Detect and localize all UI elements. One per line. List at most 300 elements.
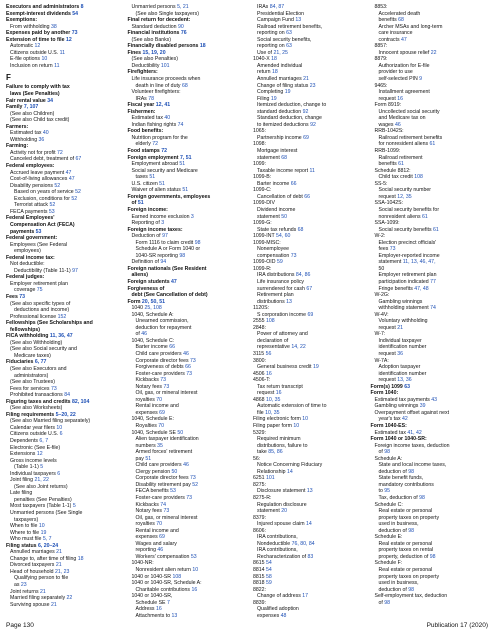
page-reference-link[interactable]: 39 (418, 403, 426, 410)
index-entry-text: withholding statement (378, 305, 429, 312)
page-reference-link[interactable]: 66 (302, 193, 311, 200)
page-reference-link[interactable]: 6 (58, 431, 63, 438)
index-entry-text: Deduction of (131, 233, 161, 240)
page-reference-link[interactable]: 19 (39, 529, 47, 536)
page-reference-link[interactable]: 74 (176, 121, 184, 128)
page-reference-link[interactable]: 66 (183, 364, 191, 371)
page-reference-link[interactable]: 11 (52, 62, 60, 69)
page-reference-link[interactable]: 98 (382, 599, 391, 606)
page-reference-link[interactable]: 53 (168, 488, 176, 495)
index-entry-text: used in business, (378, 521, 419, 528)
page-reference-link[interactable]: 6, 77 (33, 359, 47, 366)
page-reference-link[interactable]: 16 (190, 586, 198, 593)
index-entry-text: Exempt-interest dividends (6, 10, 71, 17)
page-reference-link[interactable]: 73 (158, 377, 167, 384)
page-reference-link[interactable]: 21 (38, 588, 46, 595)
page-reference-link[interactable]: 66 (167, 344, 176, 351)
index-entry-text: Election precinct officials' (378, 239, 437, 246)
index-entry-text: as (14, 582, 20, 589)
page-reference-link[interactable]: 73 (162, 383, 170, 390)
page-reference-link[interactable]: 41, 42 (405, 429, 422, 436)
index-entry-text: 1040-SR reporting (135, 252, 178, 259)
page-reference-link[interactable]: 73 (289, 252, 297, 259)
page-reference-link[interactable]: 21 (301, 76, 309, 83)
page-reference-link[interactable]: 47 (67, 176, 75, 183)
page-reference-link[interactable]: 36 (37, 136, 45, 143)
page-reference-link[interactable]: 12 (33, 43, 41, 50)
index-entry-text: Indian fishing rights (131, 121, 177, 128)
page-reference-link[interactable]: 101 (159, 62, 170, 69)
index-entry-text: Schedule A or Form 1040 or (135, 246, 201, 253)
index-entry-text: of (378, 599, 383, 606)
index-entry-text: Wages and salary (135, 540, 177, 547)
page-reference-link[interactable]: 63 (402, 383, 411, 390)
page-reference-link[interactable]: 16 (264, 370, 272, 377)
page-reference-link[interactable]: 14, 22 (289, 344, 306, 351)
index-entry-text: penalties (See Penalties) (14, 496, 72, 503)
index-entry-text: 1040-X (253, 56, 270, 63)
page-reference-link[interactable]: 52 (52, 182, 61, 189)
index-entry-text: Fellowships (See Scholarships and (6, 320, 93, 327)
page-reference-link[interactable]: 68 (279, 154, 287, 161)
page-reference-link[interactable]: 7 (165, 599, 170, 606)
index-entry-text: used in business, (378, 580, 419, 587)
index-entry-text: request (378, 193, 396, 200)
index-entry-text: Federal Employees' (6, 215, 55, 222)
page-reference-link[interactable]: 13, 36 (395, 377, 412, 384)
index-entry-text: 1040 or 1040-SR, (131, 593, 173, 600)
page-reference-link[interactable]: 50 (170, 468, 178, 475)
page-reference-link[interactable]: 70 (156, 423, 165, 429)
page-reference-link[interactable]: 19 (269, 95, 277, 102)
index-entry-text: taxpayers) (14, 516, 39, 523)
page-reference-link[interactable]: 54 (264, 560, 272, 567)
page-reference-link[interactable]: 25, 108 (143, 305, 162, 312)
index-entry-text: Recharacterization of (257, 553, 307, 560)
page-reference-link[interactable]: 95 (382, 488, 391, 495)
index-entry-text: Head of household (10, 568, 54, 575)
index-entry (249, 613, 367, 620)
index-entry-text: of (135, 331, 140, 338)
page-reference-link[interactable]: 50 (175, 429, 184, 436)
page-reference-link[interactable]: 98 (428, 553, 436, 560)
page-reference-link[interactable]: 84, 86 (294, 272, 311, 279)
page-reference-link[interactable]: 51 (143, 455, 152, 462)
page-reference-link[interactable]: 7, 51 (178, 154, 192, 161)
index-entry-text: Child tax credit (378, 174, 413, 181)
page-reference-link[interactable]: 13 (170, 612, 178, 619)
index-entry-text: Fair rental value (6, 97, 46, 104)
index-entry-text: S corporation income (257, 311, 307, 318)
page-reference-link[interactable]: 72 (159, 148, 167, 155)
page-reference-link[interactable]: 74 (158, 501, 167, 508)
page-reference-link[interactable]: 85, 86 (266, 449, 283, 456)
page-reference-link[interactable]: 21, 22 (33, 477, 49, 484)
index-entry-text: Power of attorney and (257, 331, 308, 338)
page-reference-link[interactable]: 97 (70, 267, 78, 274)
page-reference-link[interactable]: 78 (146, 95, 154, 102)
page-reference-link[interactable]: 73 (49, 385, 57, 392)
page-reference-link[interactable]: 10 (190, 567, 199, 574)
page-reference-link[interactable]: 15, 19, 20 (141, 49, 166, 56)
page-reference-link[interactable]: 108 (412, 174, 423, 181)
page-reference-link[interactable]: 84 (62, 392, 70, 399)
index-entry-text: property taxes on property (378, 514, 440, 521)
page-reference-link[interactable]: 13 (305, 488, 313, 495)
page-reference-link[interactable]: 63 (284, 43, 292, 50)
page-reference-link[interactable]: 22 (65, 595, 73, 602)
page-reference-link[interactable]: 51 (147, 174, 156, 181)
index-entry-text: Relationship (257, 468, 286, 475)
page-reference-link[interactable]: 11 (58, 49, 65, 56)
page-reference-link[interactable]: 73 (162, 508, 170, 515)
page-reference-link[interactable]: 17 (300, 593, 309, 600)
index-entry-text: Employees (See Federal (10, 241, 68, 248)
page-reference-link[interactable]: 52 (190, 481, 199, 488)
page-reference-link[interactable]: 98 (406, 586, 414, 593)
page-reference-link[interactable]: 73 (17, 293, 26, 300)
index-entry-text: 8822: (253, 586, 266, 593)
page-reference-link[interactable]: 40 (162, 115, 171, 122)
index-entry-text: 1040 or 1040-SR, Schedule A: (131, 580, 202, 587)
page-reference-link[interactable]: 10, 35 (264, 396, 281, 403)
page-reference-link[interactable]: 5, 21 (175, 4, 189, 10)
page-reference-link[interactable]: 70 (154, 521, 163, 528)
index-entry-text: 50 (378, 265, 385, 272)
index-entry-text: Oil, gas, or mineral interest (135, 390, 198, 397)
page-reference-link[interactable]: 98 (406, 468, 414, 475)
index-entry-text: administrators) (14, 372, 49, 379)
page-reference-link[interactable]: 56 (264, 350, 272, 357)
page-reference-link[interactable]: 7, 107 (22, 104, 39, 111)
page-reference-link[interactable]: 77 (428, 278, 436, 285)
page-reference-link[interactable]: 108 (171, 573, 182, 580)
page-reference-link[interactable]: 10 (54, 424, 63, 431)
page-reference-link[interactable]: 3 (189, 213, 194, 220)
index-entry-text: Social security benefits for (378, 206, 440, 213)
page-reference-link[interactable]: 18 (198, 43, 206, 50)
index-entry-text: Fiscal year (127, 102, 155, 109)
page-reference-link[interactable]: 75 (35, 287, 43, 294)
page-reference-link[interactable]: 94 (158, 259, 167, 266)
page-reference-link[interactable]: 54 (264, 567, 272, 574)
index-entry-text: Change to, after time of filing (10, 555, 77, 562)
page-reference-link[interactable]: 52 (48, 202, 56, 209)
page-reference-link[interactable]: 46 (139, 331, 148, 338)
index-entry-text: Qualifying person to file (14, 575, 69, 582)
index-entry-text: Joint filing (10, 477, 34, 484)
index-entry-text: Archer MSAs and long-term (378, 23, 443, 30)
page-reference-link[interactable]: 23 (19, 582, 27, 589)
page-reference-link[interactable]: 47 (64, 169, 72, 176)
page-reference-link[interactable]: 51 (136, 200, 144, 207)
index-entry-text: Barter income (135, 344, 168, 351)
page-reference-link[interactable]: 90 (176, 23, 184, 30)
index-entry-text: fees (378, 246, 389, 253)
page-reference-link[interactable]: 13 (293, 17, 302, 24)
page-reference-link[interactable]: 76 (179, 30, 187, 37)
page-reference-link[interactable]: 12, 41 (154, 102, 171, 109)
page-reference-link[interactable]: 51 (180, 187, 189, 194)
index-entry-text: Completing (257, 89, 284, 96)
page-reference-link[interactable]: 6, 20–24 (36, 542, 59, 549)
page-reference-link[interactable]: 18 (270, 69, 278, 76)
page-reference-link[interactable]: 10, 35 (263, 409, 280, 416)
page-reference-link[interactable]: 5, 7 (41, 536, 52, 543)
index-entry-text: Schedule E: (374, 534, 403, 541)
page-reference-link[interactable]: 69 (157, 534, 165, 541)
page-reference-link[interactable]: 108 (264, 318, 275, 325)
page-reference-link[interactable]: 23 (308, 82, 316, 89)
page-reference-link[interactable]: 73 (184, 495, 193, 502)
page-reference-link[interactable]: 11, 13, 46, 47, (401, 259, 436, 266)
page-reference-link[interactable]: 68 (180, 82, 188, 89)
index-entry-text: benefits (378, 17, 397, 24)
index-entry-text: 8615 (253, 560, 265, 567)
page-reference-link[interactable]: 52 (73, 189, 81, 196)
page-reference-link[interactable]: 6 (55, 470, 61, 477)
index-entry-text: Extension of time to file (6, 36, 65, 43)
index-entry-text: Accelerated death (378, 10, 421, 17)
page-reference-link[interactable]: 67 (74, 156, 82, 163)
page-reference-link[interactable]: 51 (157, 180, 165, 187)
page-reference-link[interactable]: 16 (154, 606, 162, 613)
page-reference-link[interactable]: 10 (300, 416, 309, 423)
index-entry-text: 1099-C: (253, 187, 272, 194)
index-entry-text: Standard deduction, change (257, 115, 322, 122)
page-reference-link[interactable]: 46 (155, 547, 164, 554)
index-entry-text: (See also Executors and (10, 365, 67, 372)
index-entry-text: 1040, Schedule E: (131, 416, 174, 423)
index-entry-text: Citizens outside U.S. (10, 49, 59, 56)
page-reference-link[interactable]: 66 (289, 180, 297, 187)
page-reference-link[interactable]: 22 (429, 49, 437, 56)
page-reference-link[interactable]: 76, 80, 84 (290, 540, 315, 547)
page-reference-link[interactable]: 12 (64, 36, 72, 43)
page-reference-link[interactable]: 92 (308, 121, 316, 128)
page-reference-link[interactable]: 98 (177, 252, 186, 259)
page-reference-link[interactable]: 61 (396, 161, 404, 168)
page-reference-link[interactable]: 73 (188, 475, 196, 482)
page-reference-link[interactable]: 10 (291, 423, 300, 429)
page-reference-link[interactable]: 73 (388, 246, 396, 253)
page-reference-link[interactable]: 54 (70, 10, 79, 17)
page-reference-link[interactable]: 61 (431, 226, 439, 233)
page-reference-link[interactable]: 47 (399, 36, 407, 43)
page-reference-link[interactable]: 152 (56, 313, 67, 320)
page-reference-link[interactable]: 69 (306, 311, 314, 318)
page-reference-link[interactable]: 12, 35 (395, 193, 412, 200)
page-reference-link[interactable]: 74 (428, 305, 436, 312)
index-entry-text: reporting on (257, 30, 285, 37)
page-reference-link[interactable]: 21 (49, 601, 57, 608)
page-reference-link[interactable]: 14 (304, 521, 312, 528)
page-reference-link[interactable]: 21 (54, 549, 62, 556)
page-reference-link[interactable]: 11 (308, 167, 315, 174)
page-reference-link[interactable]: 68 (296, 226, 304, 233)
page-reference-link[interactable]: 5 (71, 503, 76, 510)
index-entry-text: Railroad retirement benefits (378, 134, 443, 141)
page-reference-link[interactable]: 47, 48 (412, 285, 429, 292)
page-reference-link[interactable]: 72 (55, 149, 63, 156)
page-reference-link[interactable]: 48 (279, 612, 287, 619)
page-reference-link[interactable]: 58 (264, 573, 272, 580)
page-reference-link[interactable]: 98 (193, 239, 201, 246)
index-entry-text: request (257, 390, 275, 397)
index-entry-text: Installment agreement (378, 89, 430, 96)
page-reference-link[interactable]: 52 (69, 195, 78, 202)
index-entry-text: Schedule 8812: (374, 167, 411, 174)
page-reference-link[interactable]: 61 (428, 141, 436, 148)
index-entry-text: death in line of duty (135, 82, 181, 89)
index-entry-text: request (378, 350, 396, 357)
page-reference-link[interactable]: 46 (393, 121, 401, 128)
index-entry-text: W-7A: (374, 357, 389, 364)
page-reference-link[interactable]: 21, 25 (272, 49, 288, 56)
page-reference-link[interactable]: 5 (38, 464, 44, 471)
page-reference-link[interactable]: 98 (417, 495, 425, 502)
page-reference-link[interactable]: 21, 23 (53, 568, 70, 575)
page-reference-link[interactable]: 73 (184, 370, 193, 377)
page-reference-link[interactable]: 20 (279, 508, 287, 515)
page-reference-link[interactable]: 13 (284, 298, 292, 305)
page-reference-link[interactable]: 18 (269, 56, 277, 63)
index-entry-text: E-file options (10, 56, 40, 63)
index-entry-text: expenses (135, 409, 158, 416)
page-reference-link[interactable]: 50 (279, 213, 287, 220)
page-reference-link[interactable]: 5–20, 22 (54, 411, 76, 418)
index-entry-text: Electronic (See E-file) (10, 444, 61, 451)
page-reference-link[interactable]: 67 (304, 285, 313, 292)
index-entry-text: State benefit funds, (378, 475, 424, 482)
index-entry-text: State tax refunds (257, 226, 297, 233)
index-letter-heading (6, 71, 124, 84)
page-reference-link[interactable]: 12 (35, 451, 43, 458)
page-reference-link[interactable]: 6, 7 (37, 438, 49, 444)
page-reference-link[interactable]: 43 (429, 396, 438, 403)
page-reference-link[interactable]: 82, 104 (70, 398, 90, 405)
page-reference-link[interactable]: 18 (76, 555, 84, 562)
page-reference-link[interactable]: 19 (311, 364, 319, 371)
index-entry-text: (See also Children) (10, 110, 55, 117)
index-entry-text: (See also Joint returns) (14, 483, 68, 490)
page-reference-link[interactable]: 36 (395, 350, 404, 357)
index-entry-text: Nondeductible (257, 540, 291, 547)
index-entry-text: Filing paper form (253, 423, 292, 429)
index-entry-text: Gross income levels (10, 457, 57, 464)
page-reference-link[interactable]: 83 (306, 553, 314, 560)
page-reference-link[interactable]: 10 (40, 56, 48, 63)
page-reference-link[interactable]: 16 (274, 390, 282, 397)
page-reference-link[interactable]: 10 (37, 523, 45, 530)
page-reference-link[interactable]: 21 (54, 562, 62, 569)
index-entry-text: Federal employees: (6, 163, 55, 170)
page-reference-link[interactable]: 38 (49, 23, 57, 30)
index-entry-text: Social security number (378, 187, 431, 194)
index-entry-text: Life insurance proceeds when (131, 76, 201, 83)
page-reference-link[interactable]: 40 (41, 130, 49, 137)
index-entry-text: Form(s) 1099 (370, 383, 403, 390)
page-reference-link[interactable]: 73 (188, 357, 196, 364)
page-reference-link[interactable]: 16 (395, 95, 404, 102)
page-reference-link[interactable]: 98 (382, 449, 391, 456)
page-reference-link[interactable]: 20, 50, 51 (140, 298, 165, 305)
page-reference-link[interactable]: 3 (159, 220, 165, 227)
index-entry-text: Where to file (10, 529, 40, 536)
index-entry-text: 1099-B: (253, 174, 272, 181)
page-reference-link[interactable]: 53 (34, 228, 42, 235)
index-entry-text: employees) (14, 248, 41, 255)
index-entry-text: Amended individual (257, 62, 303, 69)
page-reference-link[interactable]: 8 (79, 4, 84, 10)
index-entry-text: 8839: (253, 599, 266, 606)
index-entry-text: 1040-NR: (131, 560, 154, 567)
page-reference-link[interactable]: 73 (70, 30, 78, 37)
index-entry-text: Nutrition program for the (131, 134, 188, 141)
page-reference-link[interactable]: 97 (160, 233, 168, 240)
page-reference-link[interactable]: 46 (181, 462, 189, 469)
page-reference-link[interactable]: 51 (177, 161, 186, 168)
page-reference-link[interactable]: 69 (301, 134, 309, 141)
page-reference-link[interactable]: 53 (189, 553, 197, 560)
index-entry-text: Automatic (10, 43, 34, 50)
page-reference-link[interactable]: 47 (169, 278, 177, 285)
page-reference-link[interactable]: 92 (301, 108, 309, 115)
page-reference-link[interactable]: 70 (154, 396, 163, 403)
page-reference-link[interactable]: 59 (264, 580, 272, 587)
index-entry-text: Campaign Fund (257, 17, 294, 24)
page-reference-link[interactable]: 42 (400, 416, 408, 423)
index-entry-text: Employer retirement plan (378, 272, 437, 279)
page-reference-link[interactable]: 9 (417, 76, 423, 83)
page-reference-link[interactable]: 19 (283, 89, 291, 96)
page-reference-link[interactable]: 68 (396, 17, 404, 24)
index-entry-text: Individual taxpayer (378, 337, 422, 344)
page-reference-link[interactable]: 101 (264, 475, 275, 482)
index-entry-text: Change of filing status (257, 82, 309, 89)
index-entry-text: 1099-MISC: (253, 239, 281, 246)
index-entry-text: Schedule F: (374, 560, 403, 567)
page-reference-link[interactable]: 14 (285, 468, 293, 475)
index-entry-text: Fines (127, 49, 142, 56)
page-reference-link[interactable]: 69 (157, 409, 165, 416)
page-reference-link[interactable]: 59 (275, 259, 283, 266)
page-reference-link[interactable]: 21 (395, 324, 404, 331)
page-reference-link[interactable]: 63 (284, 30, 292, 37)
page-reference-link[interactable]: 35 (155, 442, 163, 449)
page-reference-link[interactable]: 72 (150, 141, 159, 148)
index-entry-text: Annulled marriages (10, 549, 55, 556)
index-entry-text: Schedule A: (374, 455, 403, 462)
index-entry-text: Taxable income report (257, 167, 309, 174)
page-reference-link[interactable]: 84, 87 (268, 4, 285, 10)
page-reference-link[interactable]: 98 (406, 527, 414, 534)
page-reference-link[interactable]: 46 (181, 350, 189, 357)
page-reference-link[interactable]: 34 (45, 97, 54, 104)
index-entry-text: of (131, 200, 137, 207)
index-entry-text: Automatic extension of time to (257, 403, 327, 410)
index-entry-text: request (378, 324, 396, 331)
page-reference-link[interactable]: 61 (420, 213, 428, 220)
page-reference-link[interactable]: 53 (47, 208, 55, 215)
page-reference-link[interactable]: 54, 60 (274, 233, 291, 240)
page-reference-link[interactable]: 11, 36, 47 (48, 333, 73, 340)
index-entry-text: Social security and Medicare (131, 167, 198, 174)
index-entry-text: pay (135, 455, 144, 462)
index-entry-text: Foreign nationals (See Resident (127, 265, 207, 272)
index-entry-text: Notice Concerning Fiduciary (257, 462, 323, 469)
index-entry-text: elderly (135, 141, 151, 148)
